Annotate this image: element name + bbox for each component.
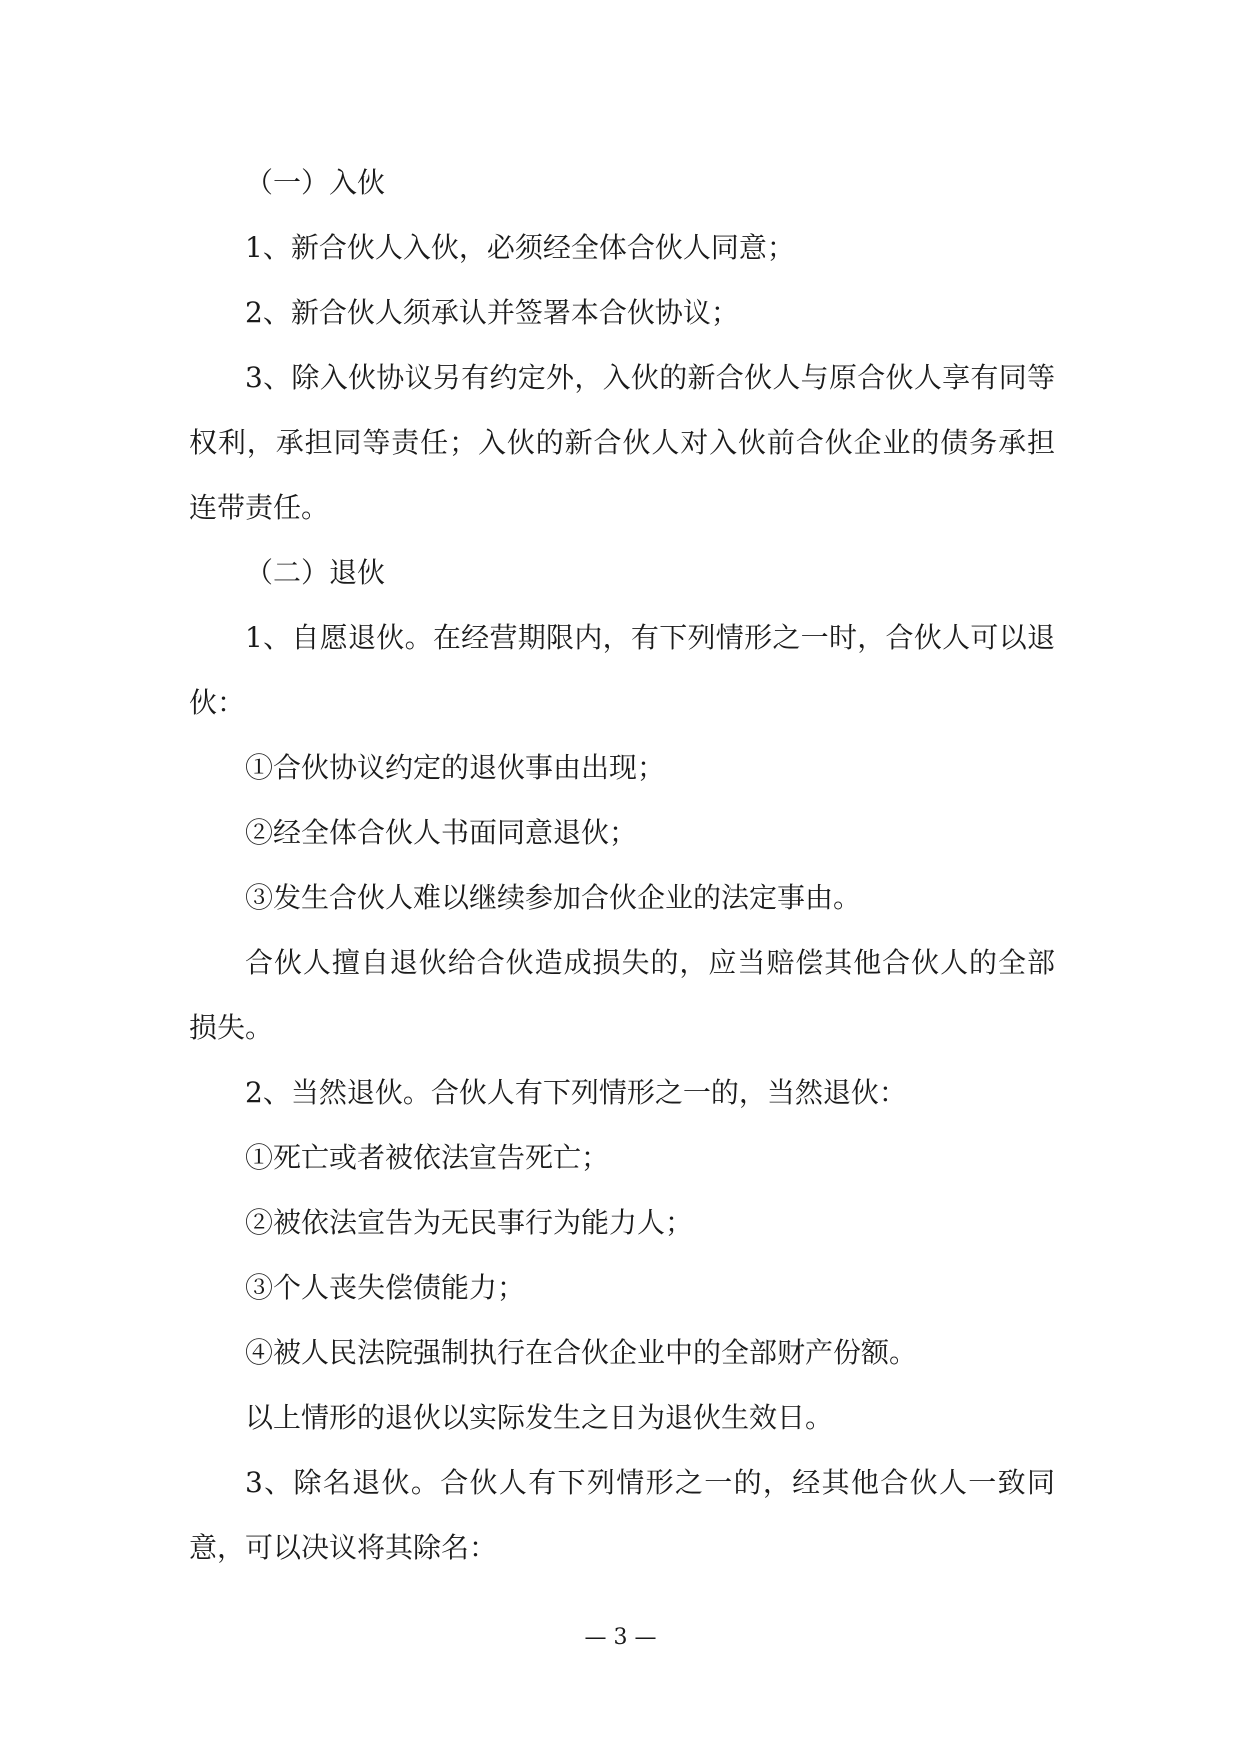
withdrawal-expulsion: 3、除名退伙。合伙人有下列情形之一的，经其他合伙人一致同意，可以决议将其除名： xyxy=(189,1466,1055,1564)
joining-clause-1: 1、新合伙人入伙，必须经全体合伙人同意； xyxy=(245,231,795,264)
section-heading-joining: （一）入伙 xyxy=(245,166,386,199)
automatic-item-4: ④被人民法院强制执行在合伙企业中的全部财产份额。 xyxy=(245,1336,918,1369)
automatic-item-2: ②被依法宣告为无民事行为能力人； xyxy=(245,1206,694,1239)
withdrawal-automatic: 2、当然退伙。合伙人有下列情形之一的，当然退伙： xyxy=(245,1076,907,1109)
automatic-item-3: ③个人丧失偿债能力； xyxy=(245,1271,526,1304)
effective-date-clause: 以上情形的退伙以实际发生之日为退伙生效日。 xyxy=(245,1401,834,1434)
section-heading-withdrawal: （二）退伙 xyxy=(245,556,386,589)
voluntary-item-3: ③发生合伙人难以继续参加合伙企业的法定事由。 xyxy=(245,881,862,914)
automatic-item-1: ①死亡或者被依法宣告死亡； xyxy=(245,1141,610,1174)
joining-clause-3: 3、除入伙协议另有约定外，入伙的新合伙人与原合伙人享有同等权利，承担同等责任；入伙的新合伙人对入伙前合伙企业的债务承担连带责任。 xyxy=(189,361,1055,524)
joining-clause-2: 2、新合伙人须承认并签署本合伙协议； xyxy=(245,296,739,329)
voluntary-item-1: ①合伙协议约定的退伙事由出现； xyxy=(245,751,666,784)
unauthorized-withdrawal-clause: 合伙人擅自退伙给合伙造成损失的，应当赔偿其他合伙人的全部损失。 xyxy=(189,946,1055,1044)
voluntary-item-2: ②经全体合伙人书面同意退伙； xyxy=(245,816,638,849)
document-body xyxy=(189,150,1055,1580)
page-number: — 3 — xyxy=(584,1625,657,1650)
withdrawal-voluntary: 1、自愿退伙。在经营期限内，有下列情形之一时，合伙人可以退伙： xyxy=(189,621,1055,719)
